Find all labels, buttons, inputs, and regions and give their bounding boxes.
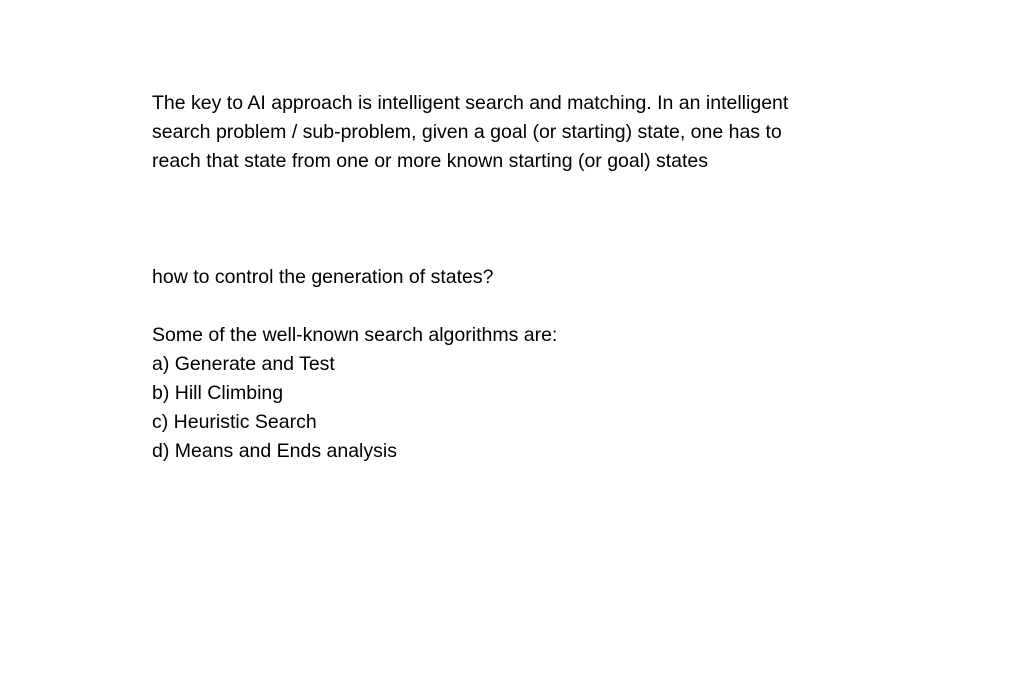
question-line: how to control the generation of states?	[152, 266, 494, 288]
intro-line-3: reach that state from one or more known starting (or goal) states	[152, 150, 709, 172]
algorithm-item-d: d) Means and Ends analysis	[152, 440, 397, 462]
algorithms-list	[152, 321, 912, 466]
algorithm-item-b: b) Hill Climbing	[152, 382, 284, 404]
question-text	[152, 263, 912, 292]
intro-line-2: search problem / sub-problem, given a goal (or starting) state, one has to	[152, 121, 782, 143]
algorithm-item-c: c) Heuristic Search	[152, 411, 317, 433]
algorithms-heading: Some of the well-known search algorithms are:	[152, 324, 558, 346]
intro-paragraph	[152, 89, 912, 176]
algorithm-item-a: a) Generate and Test	[152, 353, 335, 375]
intro-line-1: The key to AI approach is intelligent search and matching. In an intelligent	[152, 92, 789, 114]
